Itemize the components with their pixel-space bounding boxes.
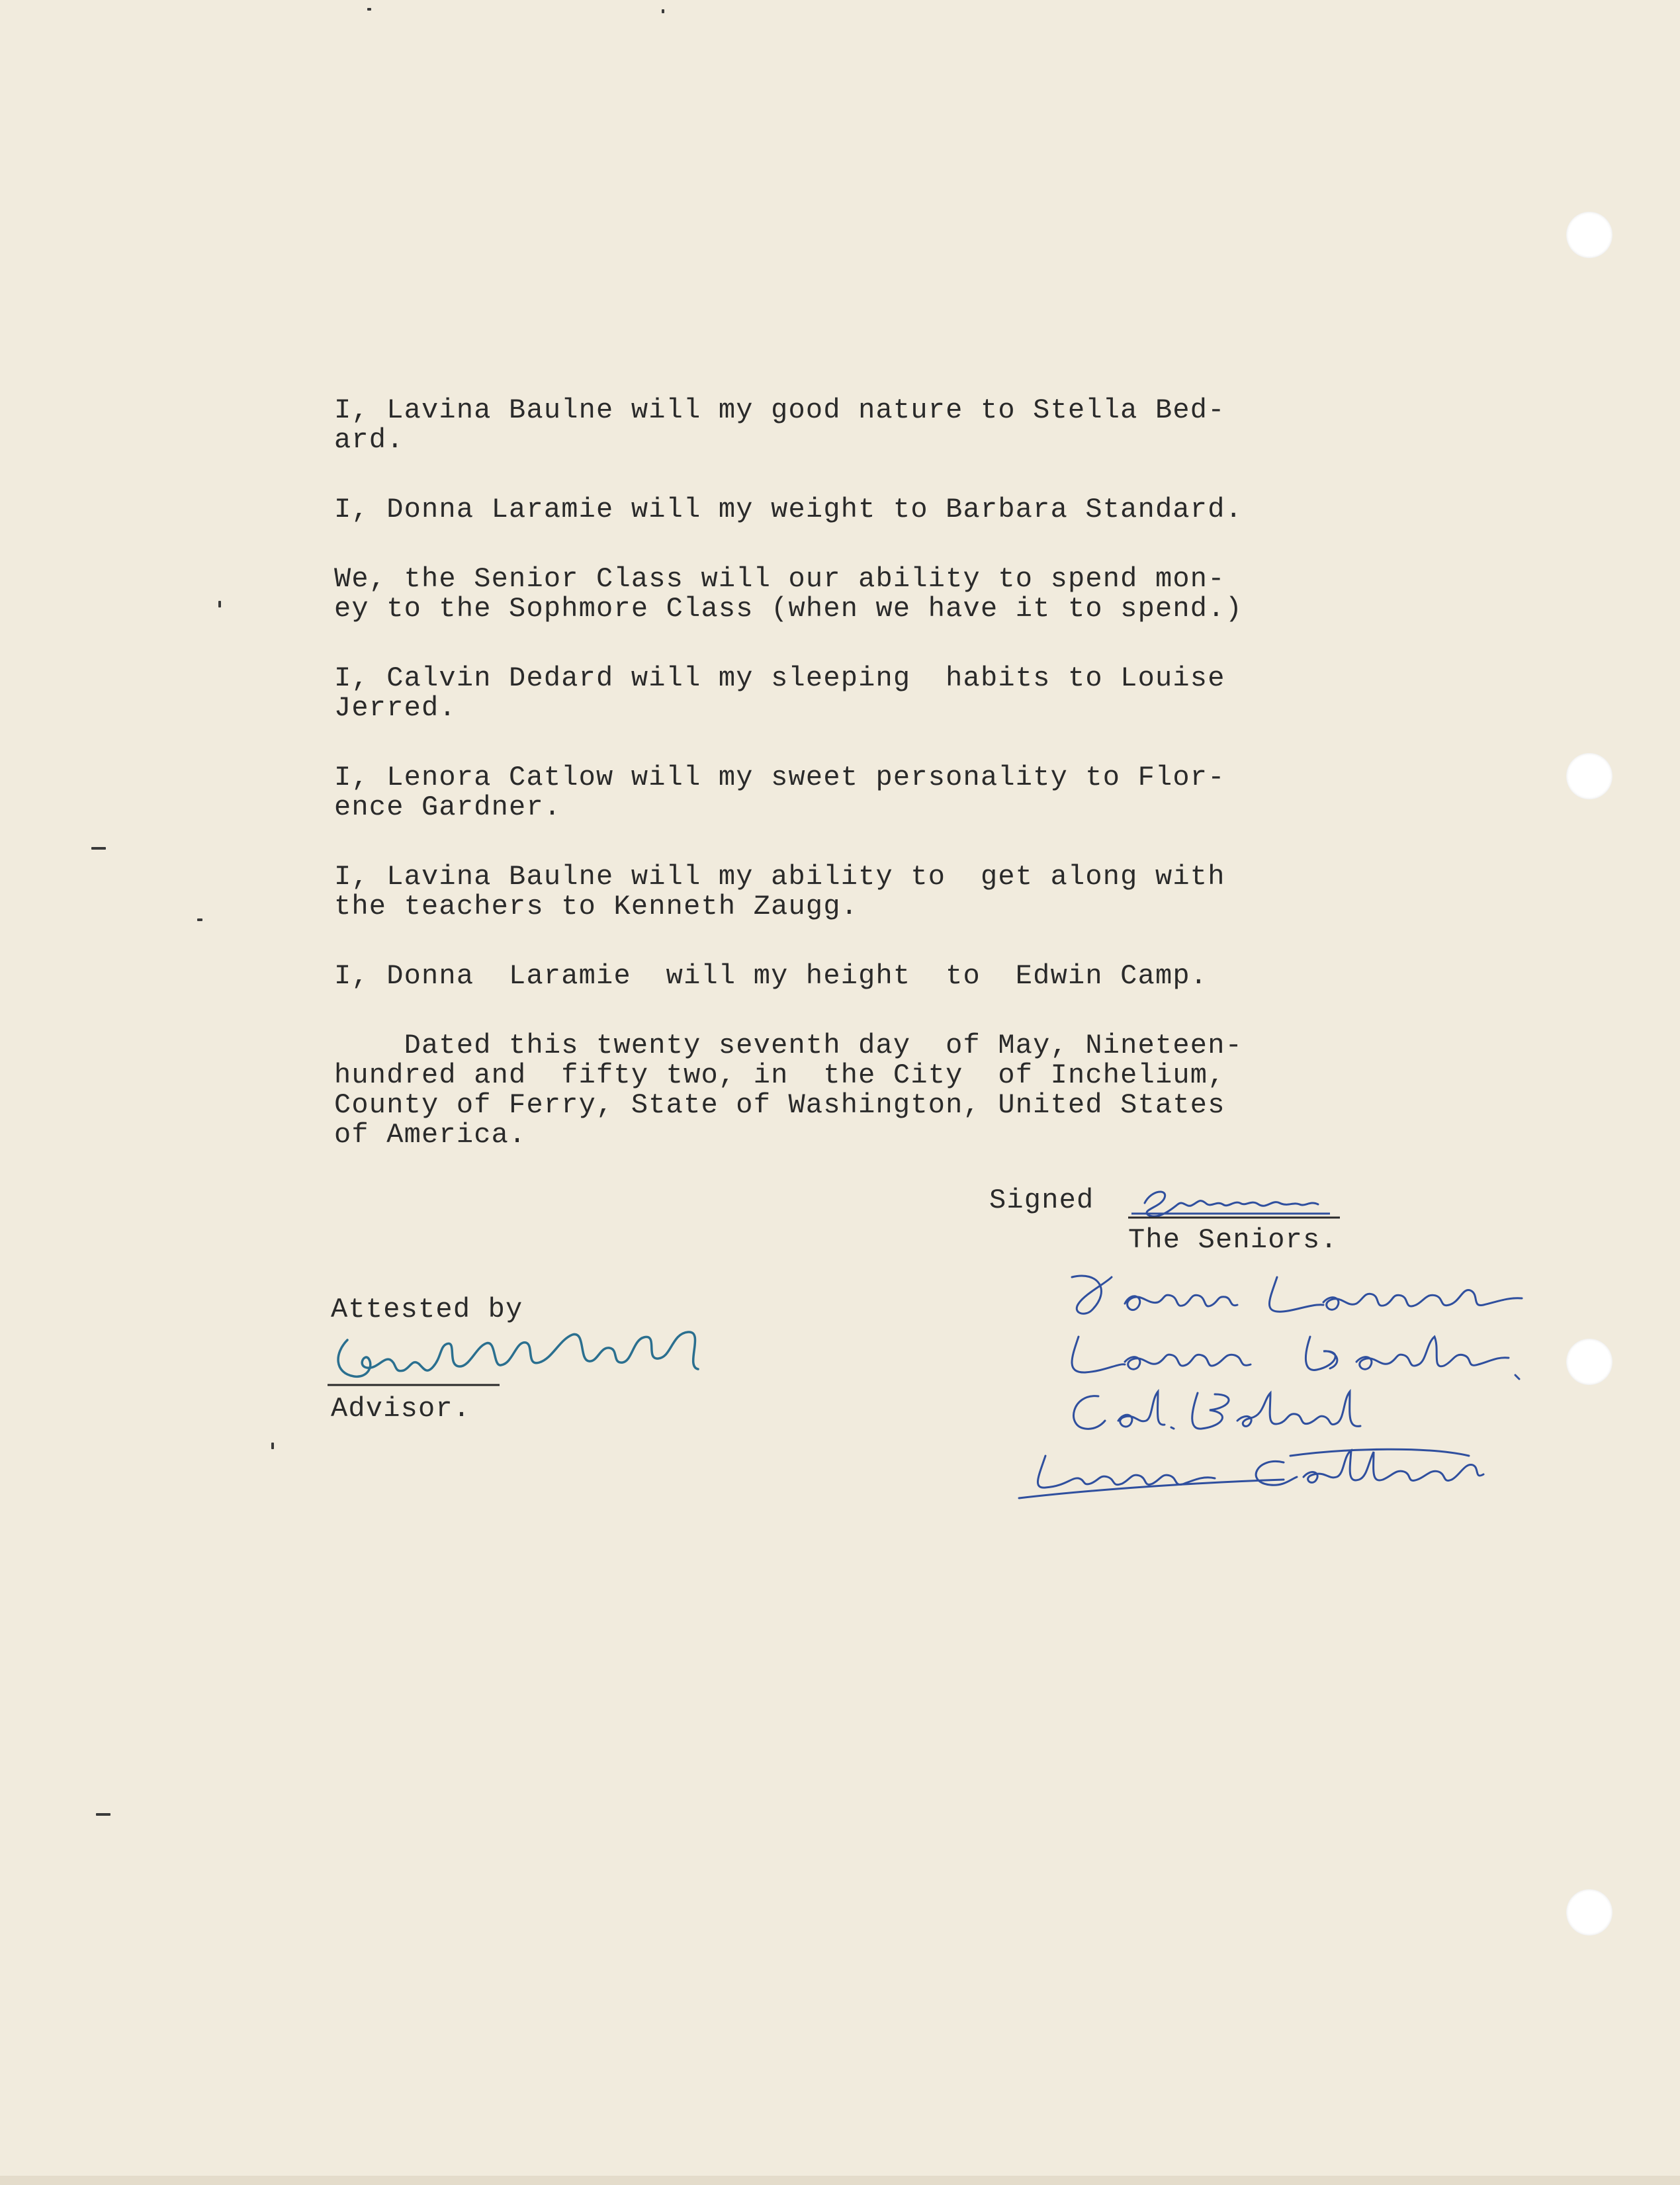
binder-hole-top	[1566, 212, 1613, 258]
will-entry-line: I, Lenora Catlow will my sweet personality to Flor-	[334, 762, 1225, 793]
will-entry	[334, 664, 1366, 723]
will-entry-line: ence Gardner.	[334, 791, 562, 823]
signature-lenora-catlow	[1006, 1436, 1509, 1509]
paper-speck	[662, 9, 664, 13]
will-entry-line: I, Lavina Baulne will my ability to get along with	[334, 861, 1225, 893]
will-entry	[334, 564, 1366, 624]
binder-hole-lower	[1566, 1339, 1613, 1385]
will-entry-line: Jerred.	[334, 692, 457, 724]
signature-underline	[1128, 1214, 1340, 1221]
paper-speck	[271, 1443, 274, 1449]
paper-speck	[218, 601, 221, 607]
will-entry	[334, 763, 1366, 823]
will-entry-line: ey to the Sophmore Class (when we have it to spend.)	[334, 593, 1243, 625]
dated-line: Dated this twenty seventh day of May, Nineteen-	[334, 1030, 1243, 1061]
advisor-signature	[328, 1320, 738, 1400]
will-entry	[334, 862, 1366, 922]
will-entry	[334, 961, 1366, 991]
dated-paragraph	[334, 1031, 1366, 1150]
binder-hole-middle	[1566, 753, 1613, 799]
binder-hole-bottom	[1566, 1889, 1613, 1936]
seniors-signature	[1131, 1177, 1383, 1229]
will-entry-line: I, Donna Laramie will my weight to Barbara Standard.	[334, 494, 1243, 525]
will-entry	[334, 396, 1366, 455]
will-entry	[334, 495, 1366, 525]
typed-will-text	[334, 396, 1366, 1190]
paper-speck	[367, 8, 371, 11]
will-entry-line: I, Donna Laramie will my height to Edwin Camp.	[334, 960, 1208, 992]
will-entry-line: ard.	[334, 424, 404, 456]
dated-line: hundred and fifty two, in the City of Inchelium,	[334, 1059, 1225, 1091]
dated-line: County of Ferry, State of Washington, United States	[334, 1089, 1225, 1121]
paper-speck	[91, 847, 106, 850]
attested-label: Attested by	[331, 1294, 523, 1325]
advisor-label: Advisor.	[331, 1393, 471, 1425]
will-entry-line: We, the Senior Class will our ability to spend mon-	[334, 563, 1225, 595]
will-entry-line: I, Lavina Baulne will my good nature to Stella Bed-	[334, 394, 1225, 426]
dated-line: of America.	[334, 1119, 527, 1151]
signature-donna-laramie	[1059, 1264, 1535, 1330]
signed-by-line: The Seniors.	[1128, 1224, 1338, 1256]
will-entry-line: the teachers to Kenneth Zaugg.	[334, 891, 859, 922]
signed-label: Signed	[989, 1184, 1094, 1216]
paper-speck	[96, 1813, 111, 1816]
paper-speck	[197, 918, 202, 921]
will-entry-line: I, Calvin Dedard will my sleeping habits to Louise	[334, 662, 1225, 694]
